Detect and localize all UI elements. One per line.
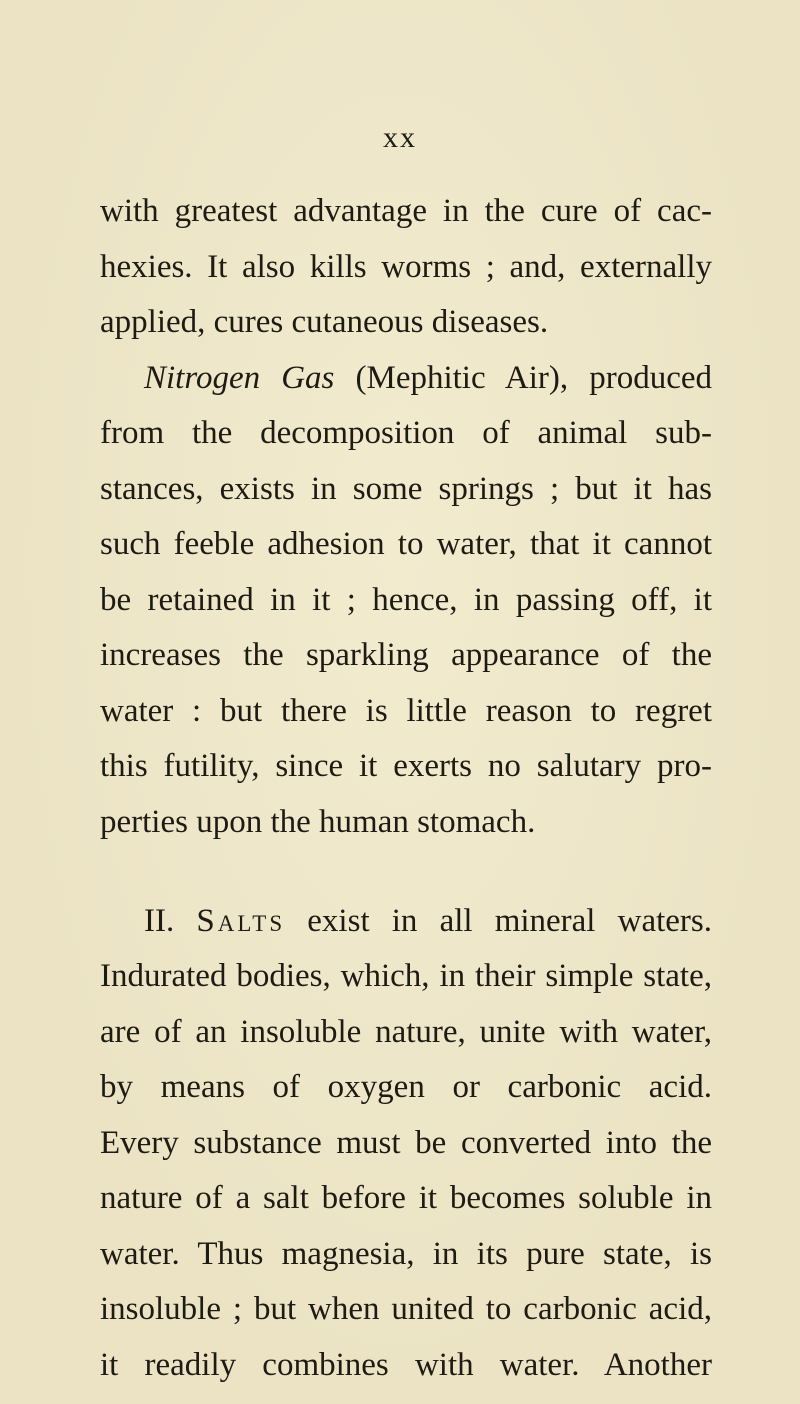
text-line: hexies. It also kills worms ; and, externally — [100, 249, 712, 285]
term-nitrogen-gas: Nitrogen Gas — [144, 360, 335, 396]
text-line: are of an insoluble nature, unite with water, — [100, 1014, 712, 1050]
text-line: be retained in it ; hence, in passing off, it — [100, 582, 712, 618]
text-run: (Mephitic Air), produced — [334, 360, 712, 396]
text-line: by means of oxygen or carbonic acid. — [100, 1069, 712, 1105]
paragraph-opening-line — [100, 355, 712, 401]
section-opening-line — [100, 898, 712, 944]
text-line: Indurated bodies, which, in their simple state, — [100, 958, 712, 994]
section-heading: Salts — [196, 903, 286, 939]
text-line: it readily combines with water. Another — [100, 1347, 712, 1383]
section-numeral: II. — [144, 903, 175, 939]
text-line: from the decomposition of animal sub- — [100, 415, 712, 451]
text-line: water. Thus magnesia, in its pure state, is — [100, 1236, 712, 1272]
text-line: Every substance must be converted into the — [100, 1125, 712, 1161]
text-run: exist in all mineral waters. — [285, 903, 712, 939]
text-line: increases the sparkling appearance of the — [100, 637, 712, 673]
page-number: xx — [383, 121, 417, 154]
text-line: such feeble adhesion to water, that it cannot — [100, 526, 712, 562]
text-line: with greatest advantage in the cure of cac- — [100, 193, 712, 229]
text-line: insoluble ; but when united to carbonic acid, — [100, 1291, 712, 1327]
text-line: applied, cures cutaneous diseases. — [100, 304, 549, 340]
text-line: stances, exists in some springs ; but it has — [100, 471, 712, 507]
text-line: perties upon the human stomach. — [100, 804, 536, 840]
text-line: water : but there is little reason to regret — [100, 693, 712, 729]
text-line: nature of a salt before it becomes soluble in — [100, 1180, 712, 1216]
text-line: this futility, since it exerts no salutary pro- — [100, 748, 712, 784]
